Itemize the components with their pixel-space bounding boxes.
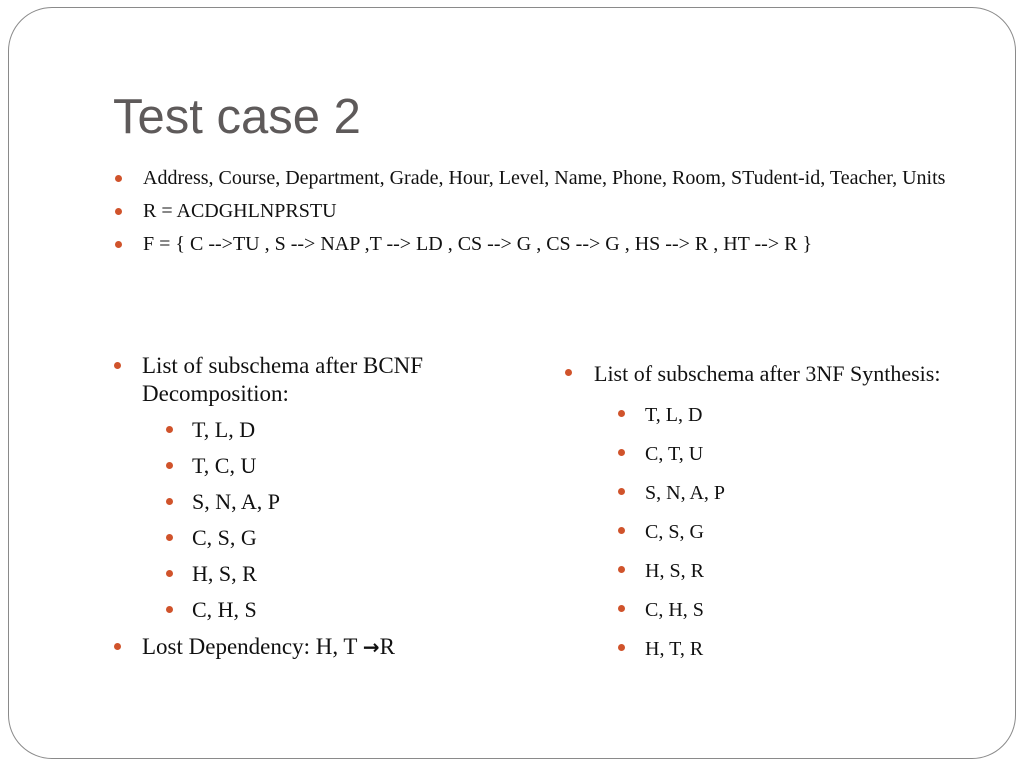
bullet-icon	[618, 410, 625, 417]
bullet-icon	[618, 644, 625, 651]
bcnf-heading: List of subschema after BCNF Decomposition:	[142, 353, 424, 406]
list-item	[645, 440, 974, 468]
bullet-icon	[166, 426, 173, 433]
list-item	[645, 635, 974, 663]
list-item	[142, 633, 502, 661]
list-item	[143, 166, 973, 190]
list-item	[645, 557, 974, 585]
bullet-icon	[618, 449, 625, 456]
subschema-text: H, T, R	[645, 638, 704, 660]
bullet-icon	[618, 566, 625, 573]
bullet-icon	[115, 208, 122, 215]
bullet-icon	[166, 498, 173, 505]
bullet-icon	[114, 643, 121, 650]
bcnf-subschema-list	[142, 416, 502, 624]
list-item	[192, 488, 502, 516]
list-item	[645, 596, 974, 624]
lost-dependency-target: R	[379, 634, 395, 659]
lost-dependency-label: Lost Dependency: H, T	[142, 634, 363, 659]
bullet-icon	[115, 175, 122, 182]
subschema-text: C, S, G	[645, 521, 704, 543]
bcnf-list	[142, 352, 502, 670]
subschema-text: C, S, G	[192, 525, 257, 550]
list-item	[594, 357, 974, 663]
subschema-text: C, H, S	[192, 597, 257, 622]
bullet-icon	[618, 527, 625, 534]
list-item	[645, 479, 974, 507]
subschema-text: S, N, A, P	[645, 482, 726, 504]
3nf-subschema-list	[594, 401, 974, 663]
subschema-text: T, C, U	[192, 453, 257, 478]
dependencies-text: F = { C -->TU , S --> NAP ,T --> LD , CS --> G , CS --> G , HS --> R , HT --> R }	[143, 233, 813, 255]
list-item	[192, 560, 502, 588]
bullet-icon	[166, 570, 173, 577]
list-item	[645, 401, 974, 429]
relation-text: R = ACDGHLNPRSTU	[143, 200, 337, 222]
subschema-text: S, N, A, P	[192, 489, 281, 514]
list-item	[143, 199, 973, 223]
subschema-text: C, T, U	[645, 443, 704, 465]
bullet-icon	[618, 488, 625, 495]
bullet-icon	[166, 534, 173, 541]
list-item	[142, 352, 502, 624]
slide-title: Test case 2	[113, 90, 361, 144]
3nf-list	[594, 357, 974, 674]
subschema-text: T, L, D	[645, 404, 703, 426]
bullet-icon	[115, 241, 122, 248]
list-item	[645, 518, 974, 546]
subschema-text: H, S, R	[645, 560, 704, 582]
bullet-icon	[618, 605, 625, 612]
bullet-icon	[114, 362, 121, 369]
attributes-text: Address, Course, Department, Grade, Hour, Level, Name, Phone, Room, STudent-id, Teacher, Units	[143, 167, 946, 189]
list-item	[192, 524, 502, 552]
subschema-text: C, H, S	[645, 599, 704, 621]
list-item	[192, 452, 502, 480]
list-item	[192, 416, 502, 444]
subschema-text: H, S, R	[192, 561, 257, 586]
3nf-heading: List of subschema after 3NF Synthesis:	[594, 361, 941, 386]
bullet-icon	[166, 606, 173, 613]
bullet-icon	[565, 369, 572, 376]
list-item	[192, 596, 502, 624]
subschema-text: T, L, D	[192, 417, 256, 442]
bullet-icon	[166, 462, 173, 469]
right-arrow-icon: →	[362, 635, 380, 659]
attribute-list	[143, 166, 973, 265]
list-item	[143, 232, 973, 256]
